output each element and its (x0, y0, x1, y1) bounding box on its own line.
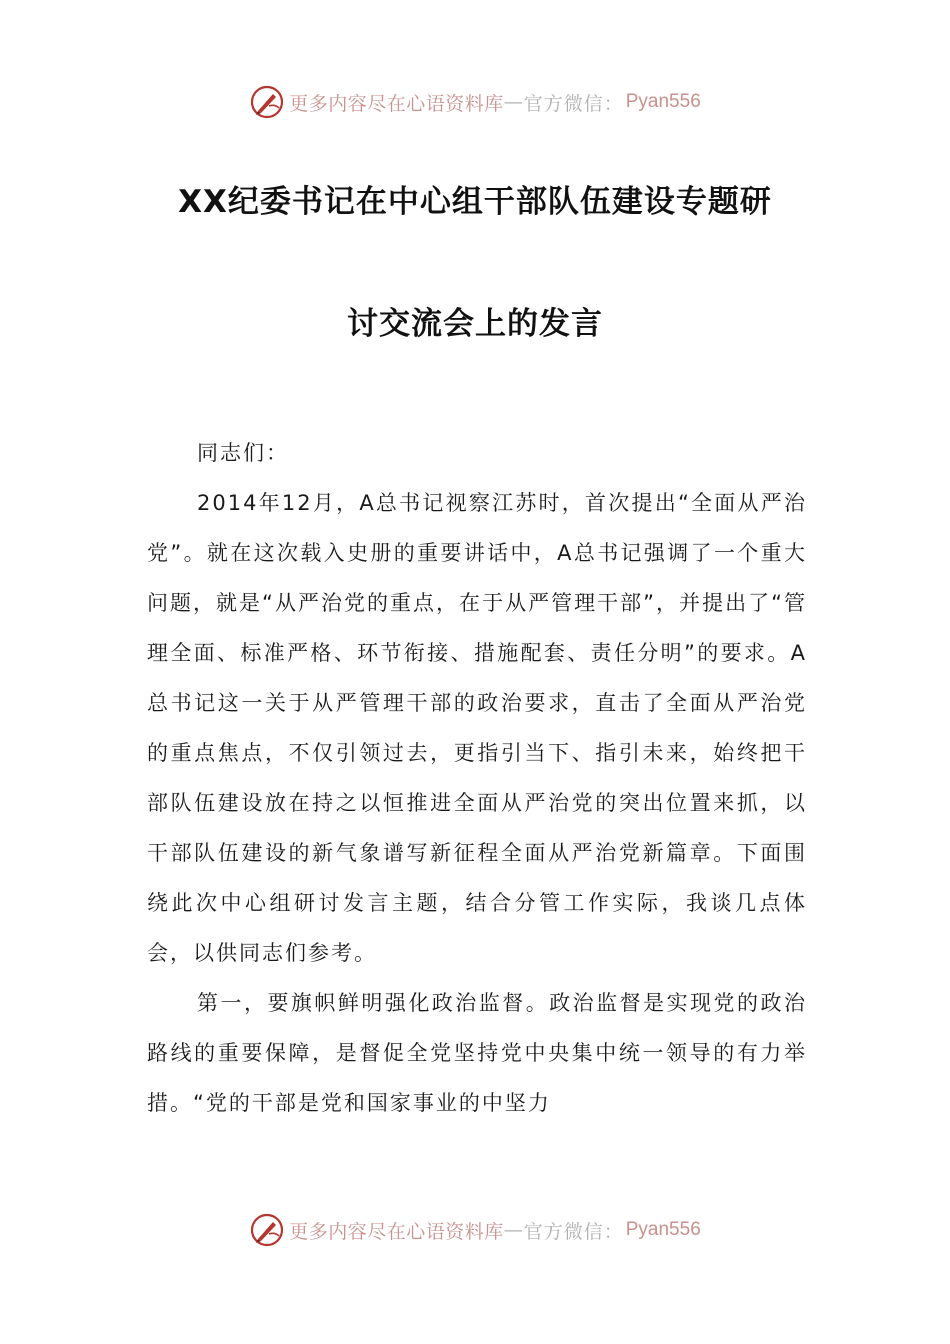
document-title-line1: XX纪委书记在中心组干部队伍建设专题研 (178, 184, 772, 220)
watermark-wechat-id: Pyan556 (625, 1219, 701, 1240)
watermark-text: 更多内容尽在心语资料库 (289, 1220, 504, 1243)
watermark-banner-top (0, 82, 950, 122)
pen-logo-icon (249, 84, 285, 120)
watermark-dash: — (503, 1219, 524, 1241)
document-title-line2: 讨交流会上的发言 (347, 306, 603, 342)
watermark-banner-bottom (0, 1210, 950, 1250)
paragraph: 第一，要旗帜鲜明强化政治监督。政治监督是实现党的政治路线的重要保障，是督促全党坚持党中央集中统一领导的有力举措。“党的干部是党和国家事业的中坚力 (147, 991, 807, 1115)
watermark-wechat-label: 官方微信： (523, 92, 624, 115)
watermark-wechat-label: 官方微信： (523, 1220, 624, 1243)
watermark-dash: — (503, 91, 524, 113)
watermark-wechat-id: Pyan556 (625, 91, 701, 112)
watermark-text: 更多内容尽在心语资料库 (289, 92, 504, 115)
paragraph: 2014年12月，A总书记视察江苏时，首次提出“全面从严治党”。就在这次载入史册的重要讲话中，A总书记强调了一个重大问题，就是“从严治党的重点，在于从严管理干部”，并提出了“管理全面、标准严格、环节衔接、措施配套、责任分明”的要求。A总书记这一关于从严管理干部的政治要求，直击了全面从严治党的重点焦点，不仅引领过去，更指引当下、指引未来，始终把干部队伍建设放在持之以恒推进全面从严治党的突出位置来抓，以干部队伍建设的新气象谱写新征程全面从严治党新篇章。下面围绕此次中心组研讨发言主题，结合分管工作实际，我谈几点体会，以供同志们参考。 (147, 491, 807, 965)
salutation: 同志们： (197, 441, 289, 465)
document-body (147, 428, 807, 1128)
pen-logo-icon (249, 1212, 285, 1248)
